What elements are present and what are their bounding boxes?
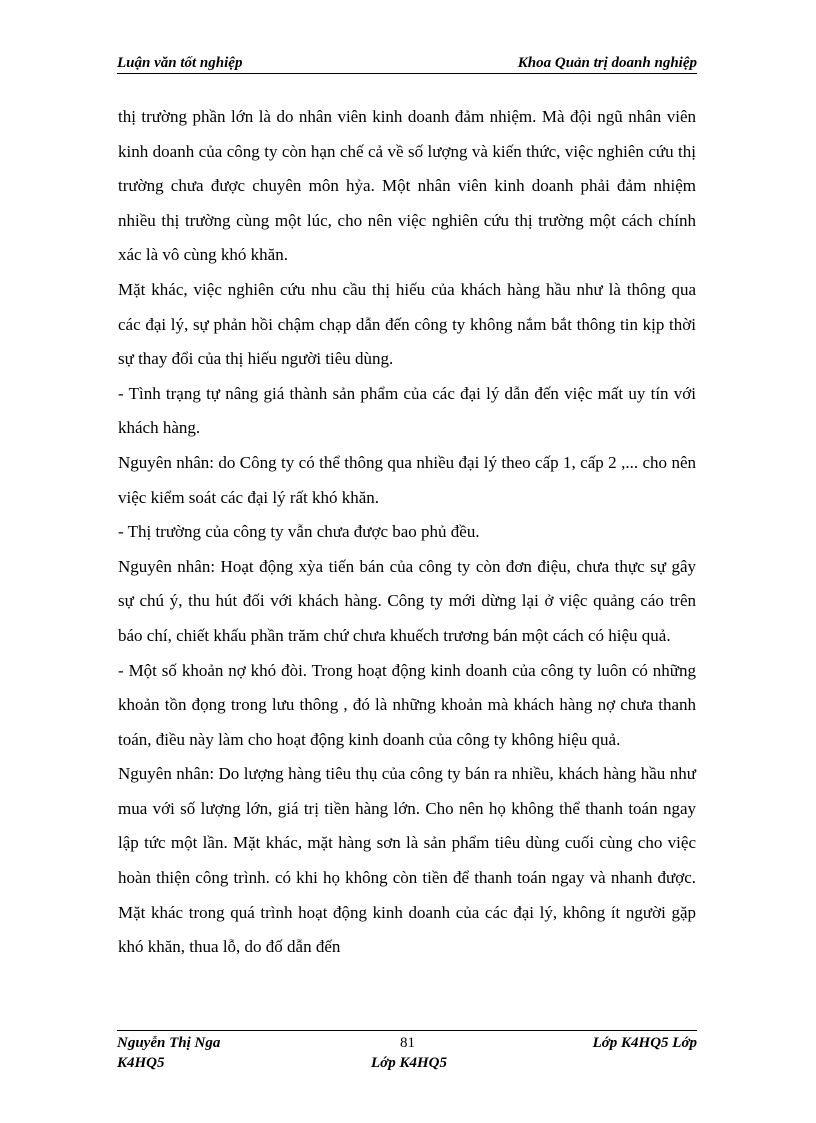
- header-divider: [117, 73, 697, 74]
- paragraph-7: - Một số khoản nợ khó đòi. Trong hoạt động kinh doanh của công ty luôn có những khoản tồn đọng trong lưu thông , đó là những khoản mà khách hàng nợ chưa thanh toán, điều này làm cho hoạt động kinh doanh của công ty không hiệu quả.: [118, 660, 696, 749]
- paragraph-5: - Thị trường của công ty vẫn chưa được bao phủ đều.: [118, 522, 480, 542]
- footer-class-right: Lớp K4HQ5 Lớp: [592, 1035, 697, 1051]
- page-header: [117, 53, 697, 75]
- paragraph-6: Nguyên nhân: Hoạt động xỳa tiến bán của công ty còn đơn điệu, chưa thực sự gây sự chú ý, thu hút đối với khách hàng. Công ty mới dừng lại ở việc quảng cáo trên báo chí, chiết khấu phần trăm chứ chưa khuếch trương bán một cách có hiệu quả.: [118, 556, 696, 645]
- paragraph-2: Mặt khác, việc nghiên cứu nhu cầu thị hiếu của khách hàng hầu như là thông qua các đại lý, sự phản hồi chậm chạp dẫn đến công ty không nắm bắt thông tin kịp thời sự thay đổi của thị hiếu người tiêu dùng.: [118, 279, 696, 369]
- paragraph-4: Nguyên nhân: do Công ty có thể thông qua nhiều đại lý theo cấp 1, cấp 2 ,... cho nên việc kiểm soát các đại lý rất khó khăn.: [118, 452, 696, 507]
- footer-author: Nguyễn Thị Nga: [117, 1035, 221, 1051]
- page-number: 81: [400, 1035, 415, 1051]
- paragraph-8: Nguyên nhân: Do lượng hàng tiêu thụ của công ty bán ra nhiều, khách hàng hầu như mua với số lượng lớn, giá trị tiền hàng lớn. Cho nên họ không thể thanh toán ngay lập tức một lần. Mặt khác, mặt hàng sơn là sản phẩm tiêu dùng cuối cùng cho việc hoàn thiện công trình. có khi họ không còn tiền để thanh toán ngay và nhanh được. Mặt khác trong quá trình hoạt động kinh doanh của các đại lý, không ít người gặp khó khăn, thua lỗ, do đố dẫn đến: [118, 764, 696, 957]
- paragraph-1: thị trường phần lớn là do nhân viên kinh doanh đảm nhiệm. Mà đội ngũ nhân viên kinh doanh của công ty còn hạn chế cả về số lượng và kiến thức, việc nghiên cứu thị trường chưa được chuyên môn hỷa. Một nhân viên kinh doanh phải đảm nhiệm nhiều thị trường cùng một lúc, cho nên việc nghiên cứu thị trường một cách chính xác là vô cùng khó khăn.: [118, 107, 696, 265]
- paragraph-3: - Tình trạng tự nâng giá thành sản phẩm của các đại lý dẫn đến việc mất uy tín với khách hàng.: [118, 383, 696, 438]
- header-faculty: Khoa Quản trị doanh nghiệp: [517, 55, 697, 71]
- body-text: [118, 100, 696, 965]
- footer-divider: [117, 1030, 697, 1031]
- footer-class-center: Lớp K4HQ5: [371, 1055, 447, 1071]
- footer-class-code: K4HQ5: [117, 1055, 165, 1071]
- header-thesis-title: Luận văn tốt nghiệp: [117, 55, 243, 71]
